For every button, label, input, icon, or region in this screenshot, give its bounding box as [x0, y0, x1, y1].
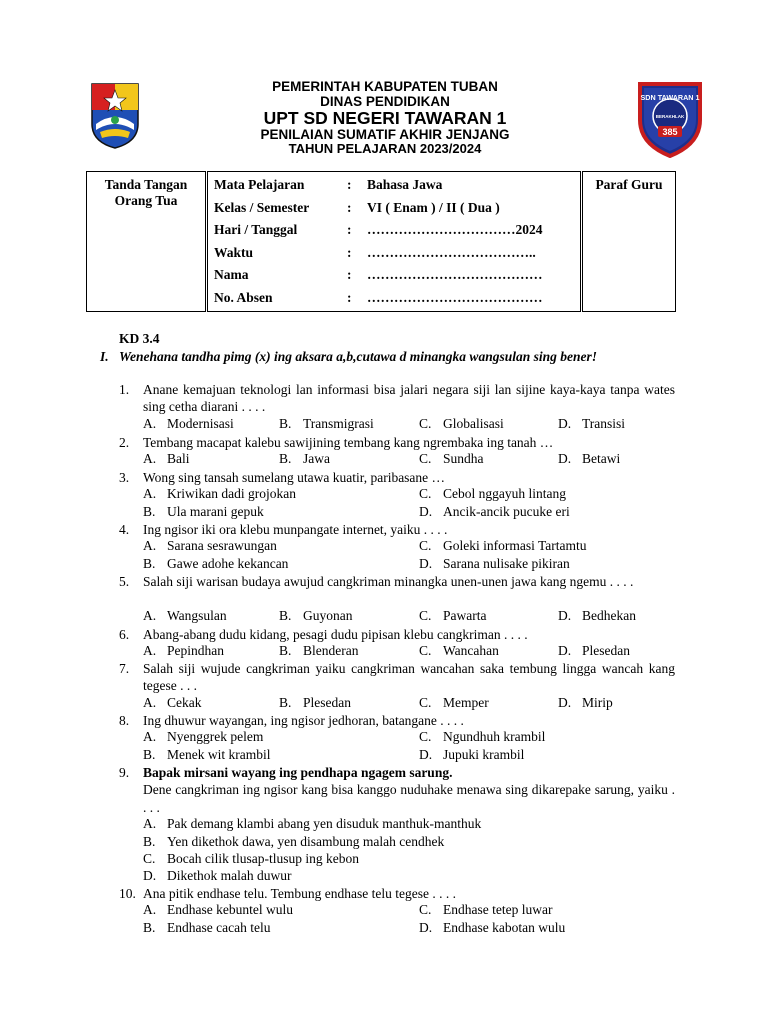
- info-label: Nama: [214, 267, 249, 282]
- info-value: …………………………………: [367, 289, 543, 305]
- option-letter: A.: [143, 729, 157, 745]
- answer-option-d[interactable]: [419, 747, 524, 763]
- option-letter: B.: [143, 833, 156, 849]
- option-letter: A.: [143, 486, 157, 502]
- answer-option-a[interactable]: [143, 416, 234, 432]
- option-text: Transmigrasi: [303, 415, 374, 431]
- question-text: Wong sing tansah sumelang utawa kuatir, paribasane …: [143, 470, 446, 485]
- question-9: [119, 764, 675, 816]
- option-letter: D.: [419, 746, 433, 762]
- answer-option-d[interactable]: [558, 451, 620, 467]
- option-letter: C.: [419, 902, 432, 918]
- answer-option-a[interactable]: [143, 486, 296, 502]
- exam-details-cell: [207, 172, 582, 312]
- option-text: Cebol nggayuh lintang: [443, 486, 566, 502]
- option-letter: D.: [419, 503, 433, 519]
- option-text: Menek wit krambil: [167, 746, 271, 762]
- option-text: Guyonan: [303, 607, 353, 623]
- question-7: [119, 660, 675, 695]
- option-letter: B.: [279, 451, 292, 467]
- answer-option-a[interactable]: [143, 816, 481, 832]
- answer-option-b[interactable]: [143, 834, 444, 850]
- question-number: 3.: [119, 470, 130, 485]
- header-government: PEMERINTAH KABUPATEN TUBAN: [272, 79, 498, 94]
- question-text: Ing ngisor iki ora klebu munpangate internet, yaiku . . . .: [143, 522, 448, 537]
- question-number: 9.: [119, 765, 130, 780]
- answer-option-d[interactable]: [143, 868, 291, 884]
- option-letter: D.: [143, 868, 157, 884]
- option-text: Memper: [443, 694, 489, 710]
- option-letter: D.: [558, 643, 572, 659]
- info-label: Mata Pelajaran: [214, 177, 305, 192]
- answer-option-c[interactable]: [419, 729, 545, 745]
- option-text: Wancahan: [443, 643, 499, 659]
- question-6: [119, 626, 675, 643]
- badge-text: SDN TAWARAN 1: [640, 93, 700, 102]
- question-text: Tembang macapat kalebu sawijining tembang kang ngrembaka ing tanah …: [143, 435, 554, 450]
- info-label: Hari / Tanggal: [214, 222, 298, 237]
- question-number: 7.: [119, 661, 130, 676]
- instruction-text: Wenehana tandha pimg (x) ing aksara a,b,cutawa d minangka wangsulan sing bener!: [119, 349, 597, 364]
- question-number: 1.: [119, 382, 130, 397]
- answer-option-a[interactable]: [143, 902, 293, 918]
- option-letter: B.: [143, 503, 156, 519]
- question-number: 10.: [119, 886, 136, 901]
- answer-option-a[interactable]: [143, 729, 263, 745]
- info-label: No. Absen: [214, 289, 273, 305]
- header-exam-title: PENILAIAN SUMATIF AKHIR JENJANG: [260, 127, 510, 142]
- answer-option-b[interactable]: [279, 695, 351, 711]
- option-text: Bocah cilik tlusap-tlusup ing kebon: [167, 851, 359, 866]
- option-letter: C.: [419, 486, 432, 502]
- option-text: Ula marani gepuk: [167, 503, 264, 519]
- option-text: Endhase kabotan wulu: [443, 919, 566, 935]
- answer-option-d[interactable]: [558, 416, 625, 432]
- answer-option-c[interactable]: [419, 608, 486, 624]
- question-text: Ana pitik endhase telu. Tembung endhase telu tegese . . . .: [143, 886, 456, 901]
- option-text: Nyenggrek pelem: [167, 729, 264, 745]
- option-letter: A.: [143, 643, 157, 659]
- option-text: Plesedan: [582, 643, 630, 659]
- option-text: Plesedan: [303, 694, 351, 710]
- option-letter: A.: [143, 415, 157, 431]
- option-letter: D.: [558, 451, 572, 467]
- question-text: Ing dhuwur wayangan, ing ngisor jedhoran, batangane . . . .: [143, 713, 464, 728]
- option-text: Jupuki krambil: [443, 746, 525, 762]
- answer-option-a[interactable]: [143, 695, 202, 711]
- answer-option-a[interactable]: [143, 538, 277, 554]
- answer-option-b[interactable]: [143, 556, 288, 572]
- answer-option-b[interactable]: [143, 920, 270, 936]
- answer-option-c[interactable]: [419, 902, 552, 918]
- info-row: [208, 287, 580, 310]
- option-letter: B.: [143, 746, 156, 762]
- question-number: 6.: [119, 627, 130, 642]
- parent-signature-cell: [87, 172, 207, 312]
- option-text: Pawarta: [443, 607, 487, 623]
- question-text: Anane kemajuan teknologi lan informasi bisa jalari negara siji lan sijine kaya-kaya tanpa wates sing cetha diarani . . . .: [143, 382, 675, 415]
- info-colon: :: [347, 199, 352, 215]
- option-text: Endhase cacah telu: [167, 919, 271, 935]
- student-info-table: [86, 171, 676, 312]
- answer-option-b[interactable]: [143, 504, 264, 520]
- option-text: Gawe adohe kekancan: [167, 555, 289, 571]
- teacher-initials-cell: [582, 172, 676, 312]
- header-department: DINAS PENDIDIKAN: [320, 94, 450, 109]
- question-number: 8.: [119, 713, 130, 728]
- question-number: 4.: [119, 522, 130, 537]
- info-row: [208, 219, 580, 242]
- answer-option-c[interactable]: [419, 695, 489, 711]
- answer-option-d[interactable]: [558, 695, 613, 711]
- option-text: Betawi: [582, 451, 621, 467]
- info-value: Bahasa Jawa: [367, 177, 443, 192]
- option-letter: A.: [143, 538, 157, 554]
- question-3: [119, 469, 675, 486]
- option-text: Transisi: [582, 415, 626, 431]
- option-text: Sarana sesrawungan: [167, 538, 277, 554]
- option-letter: A.: [143, 607, 157, 623]
- answer-option-b[interactable]: [279, 608, 353, 624]
- option-text: Cekak: [167, 694, 202, 710]
- answer-option-d[interactable]: [419, 504, 570, 520]
- answer-option-a[interactable]: [143, 451, 190, 467]
- info-colon: :: [347, 267, 352, 282]
- question-5: [119, 573, 675, 590]
- info-label: Kelas / Semester: [214, 199, 310, 215]
- option-letter: C.: [419, 607, 432, 623]
- answer-option-c[interactable]: [419, 538, 587, 554]
- answer-option-c[interactable]: [419, 643, 499, 659]
- answer-option-c[interactable]: [419, 416, 504, 432]
- answer-option-c[interactable]: [419, 486, 566, 502]
- option-text: Globalisasi: [443, 415, 504, 431]
- question-10: [119, 885, 675, 902]
- option-letter: A.: [143, 902, 157, 918]
- option-letter: C.: [419, 415, 432, 431]
- option-letter: D.: [558, 607, 572, 623]
- option-text: Pepindhan: [167, 643, 224, 659]
- option-text: Ngundhuh krambil: [443, 729, 546, 745]
- option-letter: C.: [419, 451, 432, 467]
- option-letter: B.: [279, 607, 292, 623]
- info-value: ……………………………2024: [367, 222, 543, 237]
- instruction: [100, 349, 597, 365]
- option-letter: C.: [143, 851, 156, 866]
- parent-signature-label-2: Orang Tua: [114, 193, 178, 208]
- school-badge-icon: [634, 80, 706, 158]
- option-text: Kriwikan dadi grojokan: [167, 486, 296, 502]
- question-context: Bapak mirsani wayang ing pendhapa ngagem sarung.: [143, 765, 453, 780]
- question-1: [119, 381, 675, 416]
- info-value: ………………………………..: [367, 244, 536, 260]
- badge-number: 385: [662, 127, 678, 137]
- option-text: Ancik-ancik pucuke eri: [443, 503, 570, 519]
- question-number: 5.: [119, 574, 130, 589]
- option-text: Blenderan: [303, 643, 359, 659]
- answer-option-b[interactable]: [279, 643, 358, 659]
- header-school-year: TAHUN PELAJARAN 2023/2024: [288, 141, 482, 156]
- answer-option-d[interactable]: [419, 556, 570, 572]
- question-text: Abang-abang dudu kidang, pesagi dudu pipisan klebu cangkriman . . . .: [143, 627, 528, 642]
- teacher-initials-label: Paraf Guru: [595, 177, 663, 192]
- option-letter: D.: [419, 555, 433, 571]
- option-letter: D.: [419, 919, 433, 935]
- question-2: [119, 434, 675, 451]
- option-text: Jawa: [303, 451, 330, 467]
- info-value: VI ( Enam ) / II ( Dua ): [367, 199, 500, 215]
- answer-option-a[interactable]: [143, 608, 227, 624]
- question-text: Salah siji wujude cangkriman yaiku cangkriman wancahan saka tembung lingga wancah kang tegese . . .: [143, 661, 675, 694]
- option-text: Bedhekan: [582, 607, 636, 623]
- question-text: Dene cangkriman ing ngisor kang bisa kanggo nuduhake menawa sing dikarepake sarung, yaiku . . . .: [143, 782, 675, 815]
- option-letter: A.: [143, 816, 157, 832]
- question-8: [119, 712, 675, 729]
- info-value: …………………………………: [367, 267, 543, 282]
- header-school-name: UPT SD NEGERI TAWARAN 1: [263, 108, 507, 128]
- tuban-regency-emblem-icon: [90, 80, 140, 150]
- info-row: [208, 264, 580, 287]
- answer-option-a[interactable]: [143, 643, 224, 659]
- info-colon: :: [347, 289, 352, 305]
- info-row: [208, 174, 580, 197]
- question-number: 2.: [119, 435, 130, 450]
- option-letter: C.: [419, 643, 432, 659]
- info-row: [208, 242, 580, 265]
- answer-option-c[interactable]: [419, 451, 484, 467]
- info-label: Waktu: [214, 244, 254, 260]
- option-letter: A.: [143, 451, 157, 467]
- question-4: [119, 521, 675, 538]
- option-letter: D.: [558, 694, 572, 710]
- info-row: [208, 197, 580, 220]
- option-letter: C.: [419, 729, 432, 745]
- instruction-number: I.: [100, 349, 109, 364]
- option-letter: B.: [279, 643, 292, 659]
- option-text: Dikethok malah duwur: [167, 868, 292, 884]
- option-text: Endhase tetep luwar: [443, 902, 553, 918]
- answer-option-b[interactable]: [279, 451, 330, 467]
- option-text: Goleki informasi Tartamtu: [443, 538, 587, 554]
- option-text: Modernisasi: [167, 415, 234, 431]
- option-letter: B.: [279, 415, 292, 431]
- option-letter: A.: [143, 694, 157, 710]
- info-colon: :: [347, 177, 352, 192]
- option-text: Sundha: [443, 451, 484, 467]
- answer-option-b[interactable]: [143, 747, 270, 763]
- option-text: Pak demang klambi abang yen disuduk manthuk-manthuk: [167, 816, 482, 832]
- question-text: Salah siji warisan budaya awujud cangkriman minangka unen-unen jawa kang ngemu . . . .: [143, 574, 634, 589]
- option-letter: C.: [419, 694, 432, 710]
- option-letter: C.: [419, 538, 432, 554]
- option-letter: B.: [143, 555, 156, 571]
- answer-option-d[interactable]: [558, 608, 636, 624]
- parent-signature-label-1: Tanda Tangan: [104, 177, 188, 192]
- option-letter: B.: [143, 919, 156, 935]
- option-letter: B.: [279, 694, 292, 710]
- info-colon: :: [347, 222, 352, 237]
- answer-option-b[interactable]: [279, 416, 374, 432]
- option-text: Wangsulan: [167, 607, 227, 623]
- option-letter: D.: [558, 415, 572, 431]
- answer-option-d[interactable]: [558, 643, 630, 659]
- answer-option-c[interactable]: [143, 851, 359, 867]
- badge-subtext: BERAKHLAK: [655, 114, 685, 119]
- option-text: Sarana nulisake pikiran: [443, 555, 570, 571]
- info-colon: :: [347, 244, 352, 260]
- kd-label: KD 3.4: [119, 331, 160, 346]
- option-text: Yen dikethok dawa, yen disambung malah cendhek: [167, 833, 445, 849]
- option-text: Bali: [167, 451, 190, 467]
- option-text: Endhase kebuntel wulu: [167, 902, 293, 918]
- answer-option-d[interactable]: [419, 920, 565, 936]
- option-text: Mirip: [582, 694, 613, 710]
